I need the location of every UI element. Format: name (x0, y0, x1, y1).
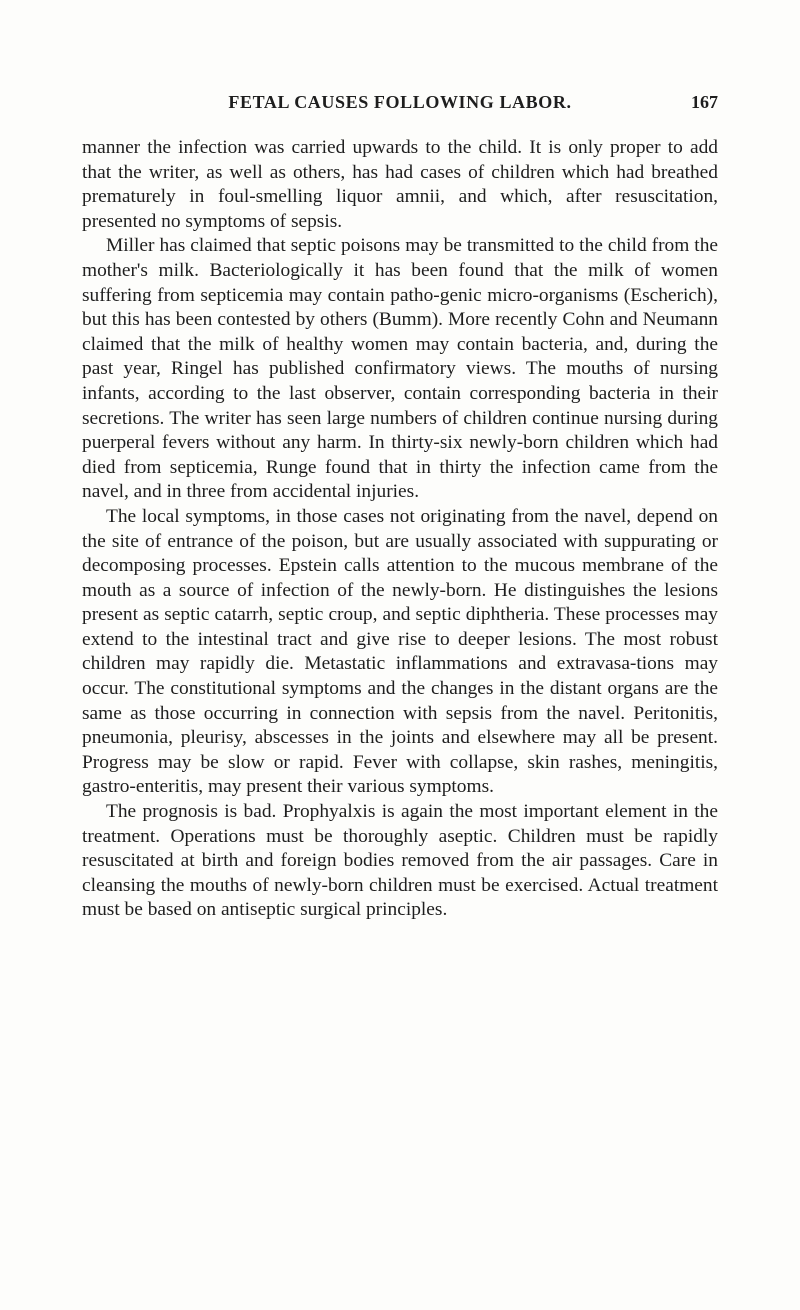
paragraph-infection-upwards: manner the infection was carried upwards to the child. It is only proper to add that the writer, as well as others, has had cases of children which had breathed prematurely in foul-smelling liquor amnii, and which, after resuscitation, presented no symptoms of sepsis. (82, 137, 718, 232)
running-head (82, 92, 718, 118)
page-number: 167 (691, 92, 718, 112)
body-text (82, 136, 718, 923)
paragraph-prognosis: The prognosis is bad. Prophyalxis is again the most important element in the treatment. Operations must be thoroughly aseptic. Children must be rapidly resuscitated at birth and foreign bodies removed from the air passages. Care in cleansing the mouths of newly-born children must be exercised. Actual treatment must be based on antiseptic surgical principles. (82, 801, 718, 921)
paragraph-local-symptoms: The local symptoms, in those cases not originating from the navel, depend on the site of entrance of the poison, but are usually associated with suppurating or decomposing processes. Epstein calls attention to the mucous membrane of the mouth as a source of infection of the newly-born. He distinguishes the lesions present as septic catarrh, septic croup, and septic diphtheria. These processes may extend to the intestinal tract and give rise to deeper lesions. The most robust children may rapidly die. Metastatic inflammations and extravasa-tions may occur. The constitutional symptoms and the changes in the distant organs are the same as those occurring in connection with sepsis from the navel. Peritonitis, pneumonia, pleurisy, abscesses in the joints and elsewhere may all be present. Progress may be slow or rapid. Fever with collapse, skin rashes, meningitis, gastro-enteritis, may present their various symptoms. (82, 505, 718, 798)
paragraph-milk-transmission: Miller has claimed that septic poisons may be transmitted to the child from the mother's milk. Bacteriologically it has been found that the milk of women suffering from septicemia may contain patho-genic micro-organisms (Escherich), but this has been contested by others (Bumm). More recently Cohn and Neumann claimed that the milk of healthy women may contain bacteria, and, during the past year, Ringel has published confirmatory views. The mouths of nursing infants, according to the last observer, contain corresponding bacteria in their secretions. The writer has seen large numbers of children continue nursing during puerperal fevers without any harm. In thirty-six newly-born children which had died from septicemia, Runge found that in thirty the infection came from the navel, and in three from accidental injuries. (82, 235, 718, 503)
running-title: FETAL CAUSES FOLLOWING LABOR. (228, 92, 572, 112)
